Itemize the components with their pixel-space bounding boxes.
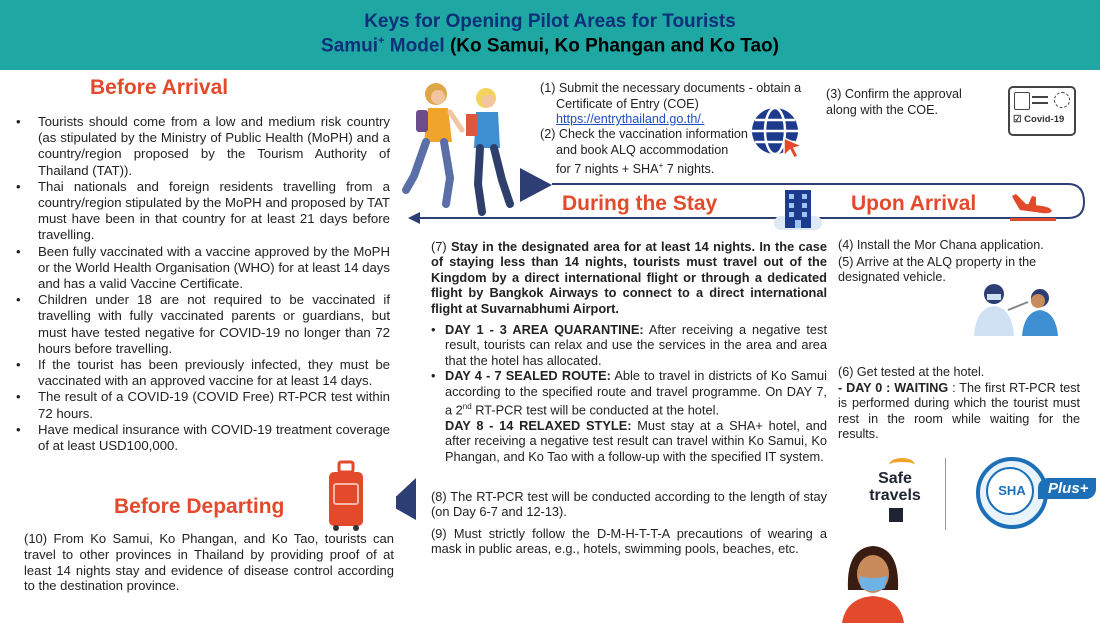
day-plan-item (431, 368, 827, 464)
safe-travels-logo (855, 460, 935, 526)
covid-card-label: Covid-19 (1024, 114, 1065, 125)
day1-text: After receiving a negative test result, tourists can relax and use the services in the area and area that the hotel has allocated. (445, 322, 827, 368)
subtitle-places: (Ko Samui, Ko Phangan and Ko Tao) (449, 35, 779, 57)
step-9: (9) Must strictly follow the D-M-H-T-T-A precautions of wearing a mask in public areas, e.g., hotels, swimming pools, beaches, etc. (431, 526, 827, 557)
arrow-left-small-icon (408, 212, 420, 224)
page-title: Keys for Opening Pilot Areas for Tourists (364, 11, 736, 32)
sha-text: SHA (998, 483, 1026, 498)
day4-sup: nd (462, 402, 472, 412)
step-1-line-b: Certificate of Entry (COE) (556, 96, 699, 111)
day4-text2: RT-PCR test will be conducted at the hotel. (471, 402, 719, 418)
step-2-line-c: for 7 nights + SHA (556, 162, 659, 177)
step-3-line-b: along with the COE. (826, 102, 939, 117)
before-arrival-title: Before Arrival (90, 76, 229, 99)
page-subtitle (0, 35, 1100, 57)
card-line (1032, 96, 1048, 98)
before-departing-title: Before Departing (114, 495, 285, 518)
step-4: (4) Install the Mor Chana application. (838, 238, 1044, 252)
subtitle-brand: Samui (321, 35, 379, 57)
step-8: (8) The RT-PCR test will be conducted according to the length of stay (on Day 6-7 and 12-13). (431, 489, 827, 520)
during-stay-title: During the Stay (562, 192, 718, 215)
plane-landing-icon (1006, 188, 1060, 224)
day4-label: DAY 4 - 7 SEALED ROUTE: (445, 368, 611, 384)
day1-label: DAY 1 - 3 AREA QUARANTINE: (445, 322, 644, 337)
sha-plus-badge: Plus+ (1038, 478, 1096, 499)
list-item: • Been fully vaccinated with a vaccine approved by the MoPH or the World Health Organisation (WHO) for at least 14 days and has a valid Vaccine Certificate. (14, 244, 390, 293)
day0-label: - DAY 0 : WAITING (838, 381, 949, 395)
list-item: • Thai nationals and foreign residents travelling from a country/region stipulated by the MoPH and proposed by TAT must have been in that country for at least 21 days before travelling. (14, 179, 390, 244)
step-7-number: (7) (431, 239, 451, 254)
arrow-right-icon (520, 168, 552, 202)
day4-text: Able to travel in districts of Ko Samui according to the specified route and travel programme. On DAY 7, a 2 (445, 368, 827, 418)
before-arrival-list (14, 114, 390, 454)
id-photo-icon (1014, 92, 1030, 110)
step-10: (10) From Ko Samui, Ko Phangan, and Ko Tao, tourists can travel to other provinces in Thailand by providing proof of at least 14 nights stay and evidence of disease control according to the destination province. (24, 531, 394, 594)
step-3-line-a: (3) Confirm the approval (826, 87, 962, 101)
logo-divider (945, 458, 946, 530)
hotel-icon (770, 184, 826, 234)
step-2-line-d: 7 nights. (663, 162, 715, 177)
card-line (1032, 102, 1048, 104)
list-item: • The result of a COVID-19 (COVID Free) RT-PCR test within 72 hours. (14, 389, 390, 421)
day8-text: Must stay at a SHA+ hotel, and after receiving a negative test result can travel within Ko Samui, Ko Phangan, and Ko Tao with a follow-up with the specified IT system. (445, 417, 827, 464)
day-plan-list (431, 322, 827, 464)
virus-icon (1054, 92, 1070, 108)
header-banner (0, 0, 1100, 70)
step-6: (6) Get tested at the hotel. (838, 365, 985, 379)
step-3 (826, 87, 996, 118)
upon-arrival-title: Upon Arrival (851, 192, 977, 215)
covid-test-illustration-icon (954, 280, 1074, 336)
globe-click-icon (748, 104, 806, 162)
list-item: • Have medical insurance with COVID-19 treatment coverage of at least USD100,000. (14, 422, 390, 454)
list-item: • If the tourist has been previously infected, they must be vaccinated with an approved vaccine for at least 14 days. (14, 357, 390, 389)
subtitle-sup: + (378, 35, 385, 47)
step-2-line-b: and book ALQ accommodation (556, 142, 729, 157)
safe-travels-text-1: Safe (878, 470, 912, 487)
list-item: • Tourists should come from a low and medium risk country (as stipulated by the Ministry of Public Health (MoPH) and a country/region proposed by the Tourism Authority of Thailand (TAT)). (14, 114, 390, 179)
step-5: (5) Arrive at the ALQ property in the designated vehicle. (838, 255, 1037, 285)
entry-thailand-link[interactable]: https://entrythailand.go.th/. (556, 112, 705, 126)
safe-travels-arc-icon (889, 458, 915, 472)
step-2-sup: + (658, 161, 664, 170)
day-plan-item (431, 322, 827, 368)
step-7 (431, 239, 827, 316)
step-2-line-a: (2) Check the vaccination information (540, 127, 748, 141)
covid-certificate-icon (1008, 86, 1076, 136)
day0-text: : The first RT-PCR test is performed during which the tourist must rest in the room while waiting for the results. (838, 381, 1080, 442)
day8-label: DAY 8 - 14 RELAXED STYLE: (445, 417, 632, 433)
arrow-left-icon (396, 478, 416, 520)
check-box-icon: ☑ (1013, 114, 1022, 125)
subtitle-model: Model (384, 35, 450, 57)
step-1-line-a: (1) Submit the necessary documents - obtain a (540, 81, 802, 95)
wttc-mark-icon (889, 508, 903, 522)
luggage-icon (325, 460, 367, 532)
masked-woman-icon (838, 540, 908, 623)
day-0-waiting (838, 381, 1080, 443)
list-item: • Children under 18 are not required to be vaccinated if travelling with fully vaccinated parents or guardians, but must have tested negative for COVID-19 no longer than 72 hours before travelling. (14, 292, 390, 357)
step-7-text: Stay in the designated area for at least 14 nights. In the case of staying less than 14 nights, tourists must travel out of the Kingdom by a direct international flight or through a dedicated flight by Bangkok Airways to connect to a direct international flight at Suvarnabhumi Airport. (431, 239, 827, 316)
safe-travels-text-2: travels (869, 487, 921, 504)
